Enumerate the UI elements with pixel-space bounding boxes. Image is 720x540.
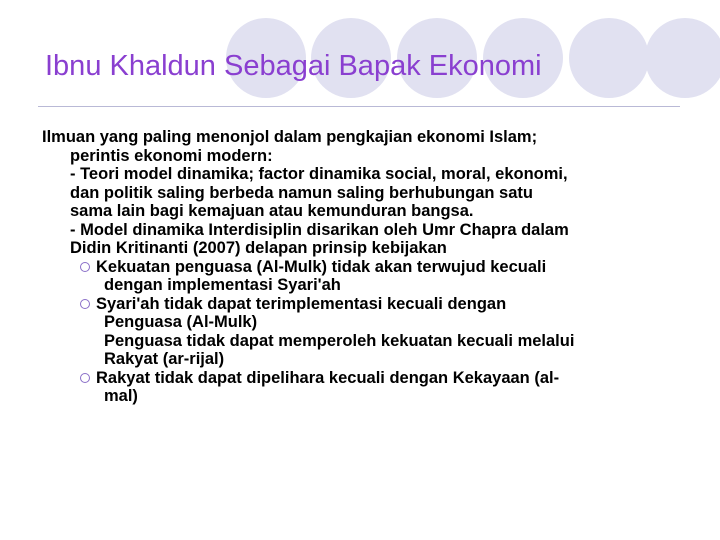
title-divider <box>38 106 680 107</box>
bullet-continuation: dengan implementasi Syari'ah <box>104 276 341 294</box>
circle-bullet-icon <box>80 373 90 383</box>
bullet-item <box>42 258 682 277</box>
circle-bullet-icon <box>80 299 90 309</box>
bullet-item <box>42 295 682 314</box>
bullet-text: Syari'ah tidak dapat terimplementasi kecuali dengan <box>96 294 507 313</box>
bullet-continuation: Penguasa tidak dapat memperoleh kekuatan kecuali melalui <box>104 331 575 350</box>
bullet-continuation: mal) <box>104 387 138 405</box>
bullet-item <box>42 369 682 388</box>
circle-bullet-icon <box>80 262 90 272</box>
slide-title: Ibnu Khaldun Sebagai Bapak Ekonomi <box>45 50 542 82</box>
body-line: sama lain bagi kemajuan atau kemunduran bangsa. <box>70 202 474 220</box>
body-line: - Model dinamika Interdisiplin disarikan oleh Umr Chapra dalam <box>70 220 569 239</box>
slide-body <box>42 128 682 406</box>
bullet-text: Kekuatan penguasa (Al-Mulk) tidak akan terwujud kecuali <box>96 257 547 276</box>
body-line: - Teori model dinamika; factor dinamika social, moral, ekonomi, <box>70 165 568 183</box>
body-line: Didin Kritinanti (2007) delapan prinsip kebijakan <box>70 239 447 257</box>
body-line: dan politik saling berbeda namun saling berhubungan satu <box>70 183 533 202</box>
bullet-text: Rakyat tidak dapat dipelihara kecuali dengan Kekayaan (al- <box>96 368 560 387</box>
bullet-continuation: Rakyat (ar-rijal) <box>104 350 225 368</box>
body-line: Ilmuan yang paling menonjol dalam pengkajian ekonomi Islam; <box>42 128 538 146</box>
body-line: perintis ekonomi modern: <box>70 146 273 165</box>
bullet-continuation: Penguasa (Al-Mulk) <box>104 313 258 331</box>
